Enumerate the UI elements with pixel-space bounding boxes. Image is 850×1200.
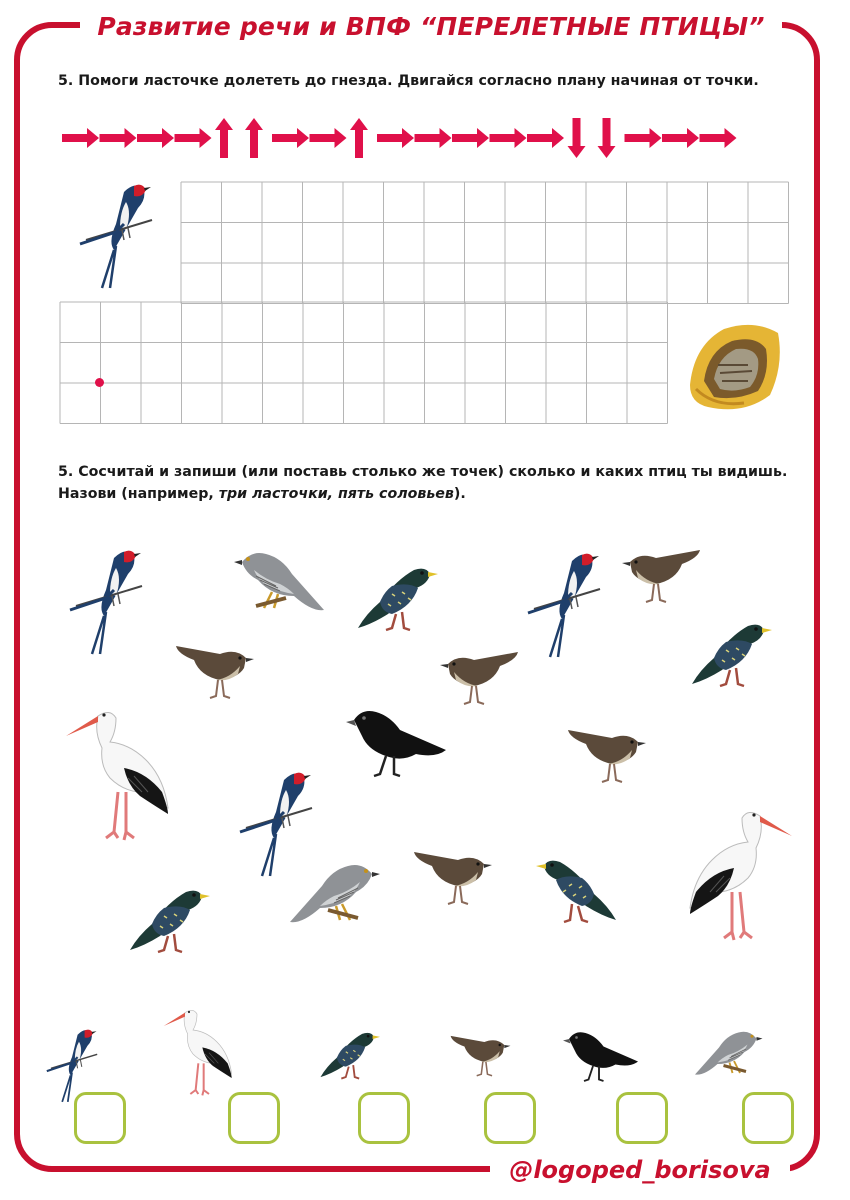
arrow-up-icon bbox=[245, 118, 263, 158]
starling-icon bbox=[536, 846, 622, 932]
arrow-right-icon bbox=[310, 128, 347, 148]
answer-box-nightingale[interactable] bbox=[484, 1092, 536, 1144]
answer-box-rook[interactable] bbox=[616, 1092, 668, 1144]
rook-icon bbox=[346, 700, 450, 780]
starling-icon bbox=[686, 610, 772, 696]
arrow-right-icon bbox=[175, 128, 212, 148]
task1-instruction: 5. Помоги ласточке долететь до гнезда. Двигайся согласно плану начиная от точки. bbox=[58, 73, 759, 89]
answer-box-starling[interactable] bbox=[358, 1092, 410, 1144]
arrow-down-icon bbox=[598, 118, 616, 158]
maze-grid-bottom[interactable] bbox=[59, 301, 668, 424]
nightingale-icon bbox=[408, 842, 494, 912]
arrow-right-icon bbox=[452, 128, 489, 148]
swallow-start-image bbox=[76, 172, 156, 290]
arrow-right-icon bbox=[62, 128, 99, 148]
nightingale-icon bbox=[170, 636, 256, 706]
arrow-right-icon bbox=[700, 128, 737, 148]
swallow-icon bbox=[524, 541, 604, 659]
answer-box-stork[interactable] bbox=[228, 1092, 280, 1144]
arrow-right-icon bbox=[625, 128, 662, 148]
cuckoo-icon bbox=[232, 540, 328, 620]
swallow-icon bbox=[66, 538, 146, 656]
legend-nightingale-icon bbox=[446, 1028, 512, 1082]
stork-icon bbox=[64, 688, 174, 844]
start-dot bbox=[95, 378, 104, 387]
stork-icon bbox=[684, 788, 794, 944]
arrow-right-icon bbox=[415, 128, 452, 148]
author-handle-banner bbox=[490, 1150, 790, 1190]
arrow-up-icon bbox=[215, 118, 233, 158]
nightingale-icon bbox=[562, 720, 648, 790]
task2-example: три ласточки, пять соловьев bbox=[218, 486, 454, 502]
legend-starling-icon bbox=[316, 1022, 380, 1086]
nightingale-icon bbox=[620, 540, 706, 610]
arrow-right-icon bbox=[527, 128, 564, 148]
author-handle: @logoped_borisova bbox=[509, 1156, 771, 1184]
arrow-right-icon bbox=[490, 128, 527, 148]
arrow-right-icon bbox=[137, 128, 174, 148]
cuckoo-icon bbox=[286, 852, 382, 932]
arrow-right-icon bbox=[272, 128, 309, 148]
legend-cuckoo-icon bbox=[692, 1022, 764, 1082]
task2-line1: 5. Сосчитай и запиши (или поставь столько же точек) сколько и каких птиц ты видишь. bbox=[58, 464, 788, 480]
starling-icon bbox=[124, 876, 210, 962]
arrow-down-icon bbox=[568, 118, 586, 158]
maze-grid-top[interactable] bbox=[180, 181, 789, 304]
page-title: Развитие речи и ВПФ “ПЕРЕЛЕТНЫЕ ПТИЦЫ” bbox=[97, 11, 765, 41]
arrow-right-icon bbox=[377, 128, 414, 148]
starling-icon bbox=[352, 554, 438, 640]
arrow-right-icon bbox=[662, 128, 699, 148]
nightingale-icon bbox=[438, 642, 524, 712]
title-banner bbox=[80, 6, 782, 46]
task2-instruction bbox=[58, 461, 787, 505]
answer-box-swallow[interactable] bbox=[74, 1092, 126, 1144]
arrow-right-icon bbox=[100, 128, 137, 148]
route-arrows bbox=[62, 116, 782, 160]
legend-rook-icon bbox=[562, 1024, 642, 1084]
nest-image bbox=[684, 315, 784, 415]
legend-stork-icon bbox=[162, 994, 236, 1098]
task2-line2: Назови (например, три ласточки, пять соловьев). bbox=[58, 486, 466, 502]
answer-box-cuckoo[interactable] bbox=[742, 1092, 794, 1144]
arrow-up-icon bbox=[350, 118, 368, 158]
